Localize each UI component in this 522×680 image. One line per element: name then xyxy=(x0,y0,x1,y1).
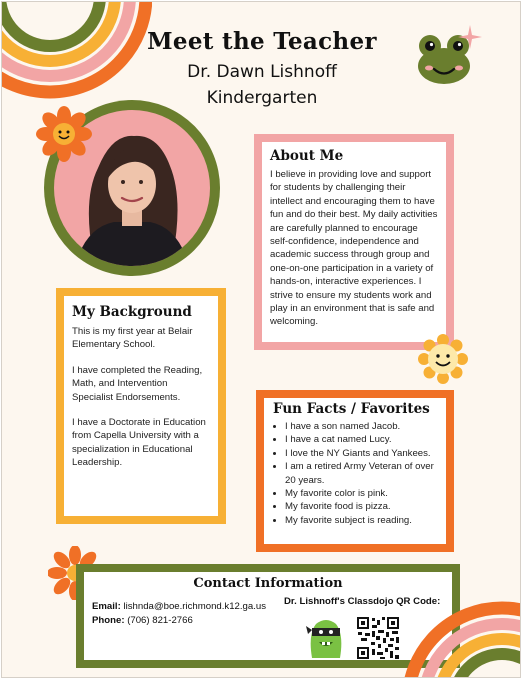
sun-smiley-icon xyxy=(418,334,468,384)
qr-code-label: Dr. Lishnoff's Classdojo QR Code: xyxy=(284,596,441,607)
email-label: Email: xyxy=(92,601,121,612)
background-paragraph: I have completed the Reading, Math, and Intervention Specialist Endorsements. xyxy=(72,364,203,403)
my-background-box xyxy=(56,288,226,524)
list-item: • I have a son named Jacob. xyxy=(285,420,437,433)
contact-heading: Contact Information xyxy=(193,576,343,591)
email-address[interactable]: lishnda@boe.richmond.k12.ga.us xyxy=(123,601,267,612)
my-background-heading: My Background xyxy=(72,304,192,320)
rainbow-icon xyxy=(402,592,521,678)
background-paragraph: This is my first year at Belair Elementary School. xyxy=(72,326,193,351)
phone-label: Phone: xyxy=(92,614,125,626)
contact-details xyxy=(92,600,266,627)
phone-number[interactable]: (706) 821-2766 xyxy=(127,614,193,626)
teacher-name: Dr. Dawn Lishnoff xyxy=(187,62,337,82)
list-item: • I love the NY Giants and Yankees. xyxy=(285,447,437,460)
about-me-text: I believe in providing love and support for students by challenging their intellect and encouraging them to have fun and do their best. My daily activities are carefully planned to encourage self-confidence, independence and academic success through group and one-on-one participation in a variety of hands-on, interactive experiences. I strive to ensure my students work and play in an environment that is safe and welcoming. xyxy=(270,169,438,328)
qr-code-icon[interactable] xyxy=(356,616,400,660)
fun-facts-box xyxy=(256,390,454,552)
list-item: • My favorite subject is reading. xyxy=(285,514,437,527)
page-title: Meet the Teacher xyxy=(147,28,377,55)
list-item: • I have a cat named Lucy. xyxy=(285,433,437,446)
list-item: • My favorite color is pink. xyxy=(285,487,437,500)
fun-facts-list xyxy=(273,420,437,527)
list-item: • I am a retired Army Veteran of over 20 years. xyxy=(285,460,437,487)
dojo-monster-icon xyxy=(306,614,346,660)
about-me-box xyxy=(254,134,454,350)
list-item: • My favorite food is pizza. xyxy=(285,500,437,513)
flower-icon xyxy=(36,106,92,162)
grade-level: Kindergarten xyxy=(206,88,318,108)
fun-facts-heading: Fun Facts / Favorites xyxy=(273,401,430,417)
about-me-heading: About Me xyxy=(270,148,344,164)
flyer-page xyxy=(1,1,521,678)
background-paragraph: I have a Doctorate in Education from Capella University with a specialization in Educational Leadership. xyxy=(72,417,206,469)
my-background-text xyxy=(72,325,210,470)
